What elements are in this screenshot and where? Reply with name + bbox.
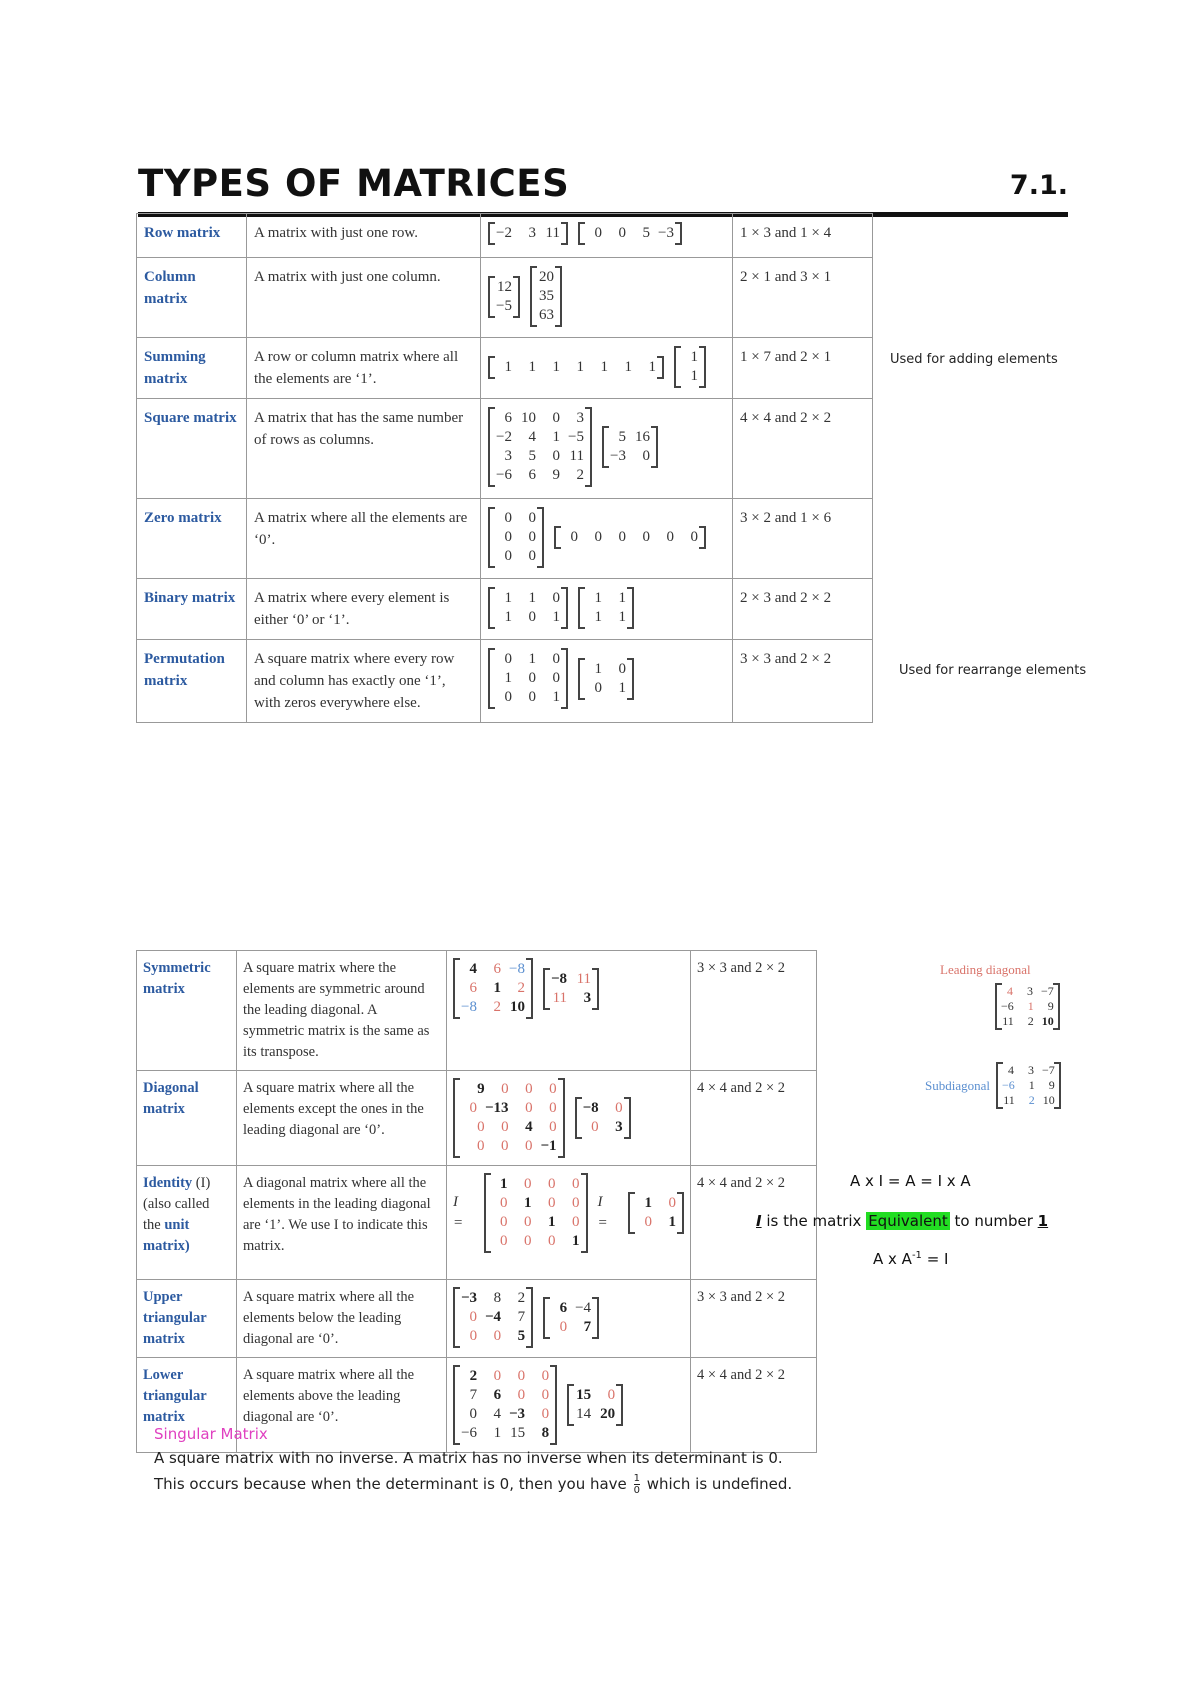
type-description: A matrix that has the same number of rows as columns. (247, 399, 481, 499)
type-description: A diagonal matrix where all the elements in the leading diagonal are ‘1’. We use I to indicate this matrix. (237, 1166, 447, 1280)
example-matrices (447, 1071, 691, 1166)
matrix-cell: 0 (528, 510, 536, 526)
matrix-cell: 0 (504, 548, 512, 564)
matrix-cell: 0 (594, 529, 602, 545)
matrix-cell: 0 (504, 510, 512, 526)
singular-title: Singular Matrix (154, 1425, 268, 1443)
example-matrices (481, 258, 733, 338)
example-matrices (447, 1280, 691, 1358)
matrix (488, 222, 568, 245)
matrix-cell: 10 (521, 410, 536, 426)
type-description: A matrix with just one row. (247, 214, 481, 258)
matrix-cell: 12 (497, 278, 512, 295)
example-matrices (481, 640, 733, 723)
identity-label: I = (453, 1194, 464, 1231)
type-name: Summing matrix (137, 338, 247, 399)
matrix: 9 0 0 0 0 −13 0 0 0 0 4 0 0 0 0 −1 (453, 1078, 565, 1158)
table-row (137, 399, 873, 499)
singular-line-2-end: which is undefined. (646, 1475, 793, 1493)
dimensions: 4 × 4 and 2 × 2 (691, 1358, 817, 1453)
dimensions: 3 × 3 and 2 × 2 (733, 640, 873, 723)
matrix (488, 407, 592, 487)
matrix-cell: 1 (618, 609, 626, 625)
type-name: Column matrix (137, 258, 247, 338)
dimensions: 2 × 3 and 2 × 2 (733, 579, 873, 640)
identity-equivalent-statement (756, 1212, 1048, 1230)
matrix: 2 0 0 0 7 6 0 0 0 4 −3 0 −6 1 15 8 (453, 1365, 557, 1445)
matrix: −3 8 2 0 −4 7 0 0 5 (453, 1287, 533, 1348)
matrix-cell: 1 (528, 358, 536, 375)
type-description: A row or column matrix where all the elements are ‘1’. (247, 338, 481, 399)
table-row (137, 214, 873, 258)
matrix-cell: 35 (539, 288, 554, 304)
identity-unit: unit (164, 1217, 190, 1233)
matrix-cell: 1 (528, 651, 536, 667)
singular-matrix-section (154, 1425, 854, 1496)
matrix-cell: 1 (624, 358, 632, 375)
dimensions: 3 × 2 and 1 × 6 (733, 499, 873, 579)
page-header (138, 162, 1068, 217)
matrix (674, 346, 706, 388)
matrix-cell: 1 (504, 358, 512, 375)
example-matrices (447, 1166, 691, 1280)
matrix-cell: 1 (618, 590, 626, 606)
matrix: 15 0 14 20 (567, 1384, 623, 1426)
matrix-cell: 0 (504, 529, 512, 545)
matrix-cell: 0 (594, 679, 602, 696)
type-description: A square matrix where all the elements below the leading diagonal are ‘0’. (237, 1280, 447, 1358)
matrix (554, 526, 706, 549)
fraction-numerator: 1 (633, 1473, 640, 1484)
type-name: Lower triangular matrix (137, 1358, 237, 1453)
matrix: −8 0 0 3 (575, 1097, 631, 1139)
matrix-cell: 1 (690, 368, 698, 384)
matrix-cell: 1 (600, 358, 608, 375)
matrix-cell: 0 (504, 651, 512, 667)
matrix: −8 11 11 3 (543, 968, 599, 1010)
table-row (137, 338, 873, 399)
matrix (578, 658, 634, 700)
statement-text: is the matrix (766, 1212, 862, 1230)
matrix-types-table-2 (136, 950, 817, 1453)
matrix-cell: 11 (569, 448, 584, 464)
note-permutation: Used for rearrange elements (899, 663, 1087, 678)
matrix-cell: 16 (635, 429, 650, 445)
matrix-cell: 0 (528, 529, 536, 545)
matrix-cell: 0 (528, 689, 536, 705)
page-title: TYPES OF MATRICES (138, 162, 570, 205)
matrix-cell: 6 (528, 467, 536, 483)
type-name: Diagonal matrix (137, 1071, 237, 1166)
inverse-formula (873, 1250, 948, 1268)
dimensions: 4 × 4 and 2 × 2 (691, 1166, 817, 1280)
matrix-cell: 1 (552, 689, 560, 705)
inverse-exponent: -1 (911, 1250, 922, 1261)
dimensions: 1 × 7 and 2 × 1 (733, 338, 873, 399)
matrix-cell: 1 (552, 358, 560, 375)
identity-matrix-word: matrix) (143, 1238, 190, 1254)
matrix-cell: 0 (618, 660, 626, 677)
matrix-cell: 1 (576, 358, 584, 375)
type-name: Zero matrix (137, 499, 247, 579)
table-row (137, 1166, 817, 1280)
matrix-cell: 3 (504, 448, 512, 464)
table-row (137, 1280, 817, 1358)
type-name: Permutation matrix (137, 640, 247, 723)
matrix (488, 356, 664, 379)
statement-text: to number (954, 1212, 1033, 1230)
matrix (488, 587, 568, 629)
matrix-cell: 0 (528, 670, 536, 686)
matrix-cell: −3 (658, 225, 674, 241)
number-one: 1 (1037, 1212, 1049, 1230)
matrix-cell: 1 (528, 590, 536, 606)
matrix-cell: 3 (576, 410, 584, 426)
note-summing: Used for adding elements (890, 352, 1058, 367)
matrix-cell: −5 (496, 297, 512, 314)
matrix-cell: 1 (504, 670, 512, 686)
matrix-cell: 1 (504, 609, 512, 625)
matrix (578, 222, 682, 245)
matrix-cell: −3 (610, 448, 626, 464)
matrix-cell: 0 (690, 529, 698, 545)
singular-line-2 (154, 1473, 854, 1496)
matrix: 4 6 −8 6 1 2 −8 2 10 (453, 958, 533, 1019)
matrix: 1 0 0 0 0 1 0 0 0 0 1 0 0 0 0 1 (484, 1173, 588, 1253)
section-number: 7.1. (1009, 170, 1068, 201)
example-matrices (481, 499, 733, 579)
dimensions: 3 × 3 and 2 × 2 (691, 951, 817, 1071)
matrix-cell: 11 (545, 225, 560, 241)
matrix: 1 0 0 1 (628, 1192, 684, 1234)
type-name: Square matrix (137, 399, 247, 499)
matrix-cell: 0 (552, 410, 560, 426)
dimensions: 4 × 4 and 2 × 2 (691, 1071, 817, 1166)
matrix-cell: −2 (496, 429, 512, 445)
dimensions: 3 × 3 and 2 × 2 (691, 1280, 817, 1358)
inverse-rhs: = I (926, 1250, 949, 1268)
matrix-cell: 4 (528, 429, 536, 445)
matrix-cell: 0 (570, 529, 578, 545)
matrix-cell: 1 (648, 358, 656, 375)
singular-line-1: A square matrix with no inverse. A matrix has no inverse when its determinant is 0. (154, 1449, 783, 1467)
fraction-denominator: 0 (633, 1485, 640, 1496)
matrix-cell: 1 (618, 679, 626, 696)
example-matrices (481, 399, 733, 499)
matrix: 4 3 −7 −6 1 9 11 2 10 (996, 1062, 1061, 1109)
identity-label: I = (597, 1194, 608, 1231)
matrix-cell: 1 (552, 429, 560, 445)
fraction-one-over-zero (634, 1473, 640, 1496)
matrix-cell: 0 (552, 448, 560, 464)
matrix-cell: 0 (504, 689, 512, 705)
matrix-cell: 1 (504, 590, 512, 606)
table-row (137, 499, 873, 579)
type-description: A square matrix where all the elements above the leading diagonal are ‘0’. (237, 1358, 447, 1453)
table-row (137, 258, 873, 338)
matrix: 6 −4 0 7 (543, 1297, 599, 1339)
dimensions: 4 × 4 and 2 × 2 (733, 399, 873, 499)
matrix-cell: 0 (618, 225, 626, 241)
matrix-cell: 0 (642, 448, 650, 464)
leading-diagonal-figure (940, 962, 1060, 1030)
example-matrices (481, 579, 733, 640)
matrix (488, 276, 520, 318)
matrix-cell: 1 (594, 609, 602, 625)
matrix-cell: 6 (504, 410, 512, 426)
matrix-types-table-1 (136, 213, 873, 723)
example-matrices (481, 214, 733, 258)
type-description: A matrix where every element is either ‘0’ or ‘1’. (247, 579, 481, 640)
matrix (488, 507, 544, 568)
matrix-cell: 0 (618, 529, 626, 545)
matrix-cell: −2 (496, 225, 512, 241)
dimensions: 1 × 3 and 1 × 4 (733, 214, 873, 258)
matrix-cell: 5 (528, 448, 536, 464)
type-description: A matrix where all the elements are ‘0’. (247, 499, 481, 579)
type-description: A square matrix where every row and column has exactly one ‘1’, with zeros everywhere else. (247, 640, 481, 723)
matrix-cell: 0 (642, 529, 650, 545)
matrix-cell: 9 (552, 467, 560, 483)
table-row (137, 951, 817, 1071)
matrix-cell: 3 (528, 225, 536, 241)
singular-line-2-text: This occurs because when the determinant is 0, then you have (154, 1475, 627, 1493)
subdiagonal-figure (925, 1062, 1061, 1109)
matrix-cell: 20 (539, 269, 554, 285)
subdiagonal-caption: Subdiagonal (925, 1077, 990, 1093)
matrix (530, 266, 562, 327)
matrix-cell: 0 (666, 529, 674, 545)
matrix-cell: 0 (594, 225, 602, 241)
matrix-cell: 1 (690, 349, 698, 365)
type-name: Row matrix (137, 214, 247, 258)
type-name: Upper triangular matrix (137, 1280, 237, 1358)
identity-symbol: I (756, 1212, 762, 1230)
matrix-cell: 0 (552, 651, 560, 667)
inverse-lhs: A x A (873, 1250, 912, 1268)
type-description: A square matrix where the elements are symmetric around the leading diagonal. A symmetric matrix is the same as its transpose. (237, 951, 447, 1071)
matrix-cell: 1 (594, 660, 602, 677)
highlight-equivalent: Equivalent (868, 1212, 948, 1230)
type-name (137, 1166, 237, 1280)
matrix-cell: 0 (528, 548, 536, 564)
matrix-cell: 63 (539, 307, 554, 323)
leading-diagonal-caption: Leading diagonal (940, 962, 1031, 977)
type-name: Symmetric matrix (137, 951, 237, 1071)
matrix-cell: −5 (568, 429, 584, 445)
identity-symbol: (I) (195, 1175, 211, 1191)
matrix (578, 587, 634, 629)
identity-name: Identity (143, 1175, 193, 1191)
matrix-cell: 0 (528, 609, 536, 625)
table-row (137, 1071, 817, 1166)
example-matrices (447, 951, 691, 1071)
type-description: A square matrix where all the elements except the ones in the leading diagonal are ‘0’. (237, 1071, 447, 1166)
type-description: A matrix with just one column. (247, 258, 481, 338)
matrix-cell: 5 (642, 225, 650, 241)
matrix-cell: 5 (618, 429, 626, 445)
matrix-cell: −6 (496, 467, 512, 483)
matrix-cell: 0 (552, 670, 560, 686)
matrix-cell: 2 (576, 467, 584, 483)
table-row (137, 579, 873, 640)
identity-alias: (also called the (143, 1196, 210, 1233)
matrix-cell: 0 (552, 590, 560, 606)
matrix-cell: 1 (552, 609, 560, 625)
matrix (602, 426, 658, 468)
matrix: 4 3 −7 −6 1 9 11 2 10 (995, 983, 1060, 1030)
type-name: Binary matrix (137, 579, 247, 640)
table-row (137, 640, 873, 723)
matrix-cell: 1 (594, 590, 602, 606)
identity-property-formula: A x I = A = I x A (850, 1172, 971, 1190)
dimensions: 2 × 1 and 3 × 1 (733, 258, 873, 338)
example-matrices (481, 338, 733, 399)
matrix (488, 648, 568, 709)
